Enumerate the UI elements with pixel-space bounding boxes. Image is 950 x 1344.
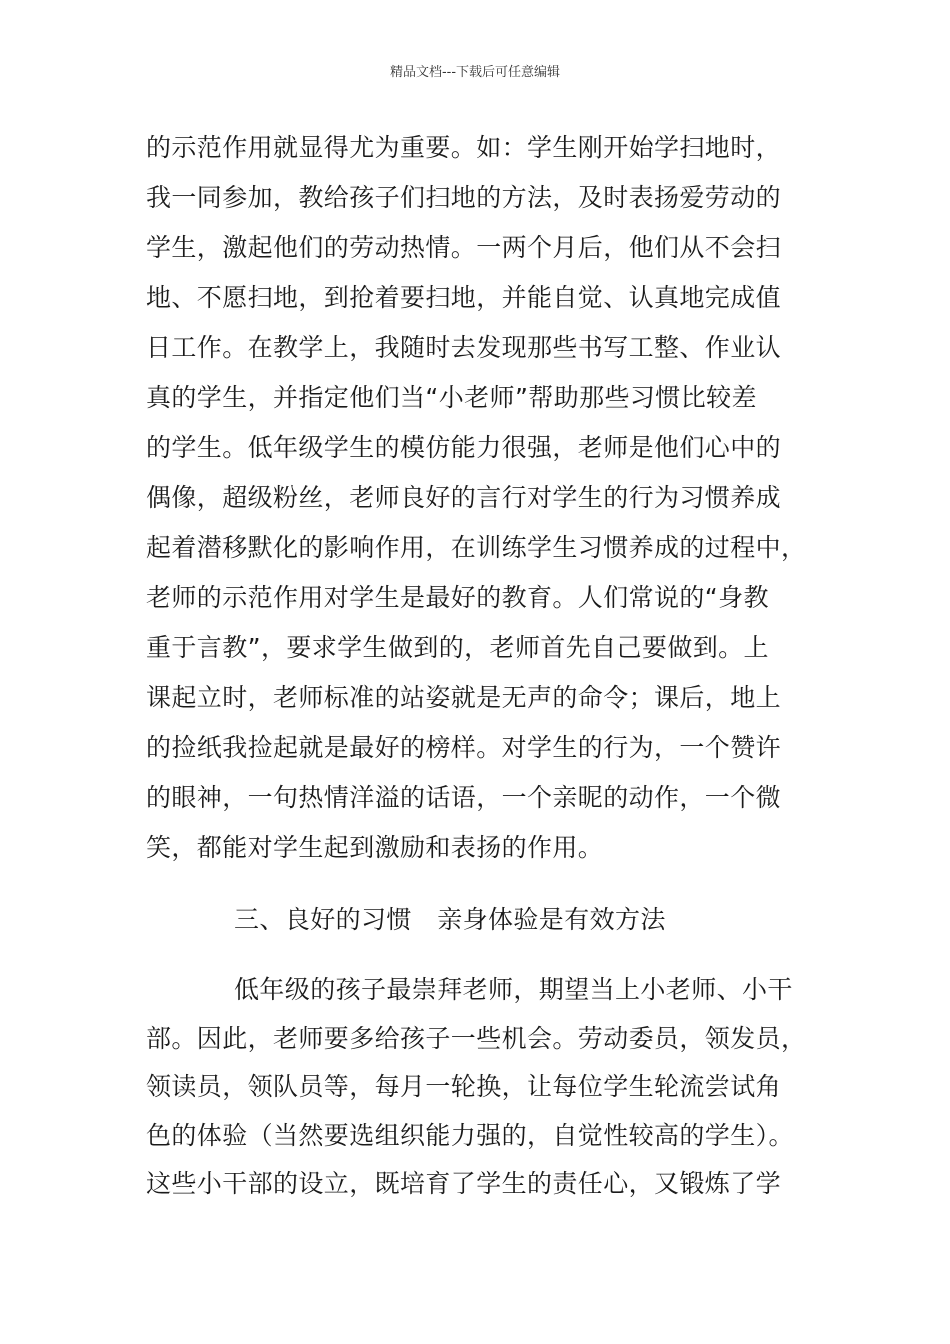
text-line: 我一同参加，教给孩子们扫地的方法，及时表扬爱劳动的 <box>146 183 782 212</box>
text-line: 地、不愿扫地，到抢着要扫地，并能自觉、认真地完成值 <box>146 283 782 312</box>
text-line: 的眼神，一句热情洋溢的话语，一个亲昵的动作，一个微 <box>146 783 782 812</box>
section-heading: 三、良好的习惯 亲身体验是有效方法 <box>234 905 666 934</box>
text-line: 领读员，领队员等，每月一轮换，让每位学生轮流尝试角 <box>146 1072 782 1101</box>
page-header: 精品文档---下载后可任意编辑 <box>389 65 561 80</box>
text-line-indented: 低年级的孩子最崇拜老师，期望当上小老师、小干 <box>234 975 793 1004</box>
text-line: 老师的示范作用对学生是最好的教育。人们常说的“身教 <box>146 583 769 612</box>
text-line: 的捡纸我捡起就是最好的榜样。对学生的行为，一个赞许 <box>146 733 782 762</box>
text-line: 偶像，超级粉丝，老师良好的言行对学生的行为习惯养成 <box>146 483 782 512</box>
text-line: 课起立时，老师标准的站姿就是无声的命令；课后，地上 <box>146 683 782 712</box>
text-line: 的学生。低年级学生的模仿能力很强，老师是他们心中的 <box>146 433 782 462</box>
text-line: 学生，激起他们的劳动热情。一两个月后，他们从不会扫 <box>146 233 782 262</box>
text-line: 真的学生，并指定他们当“小老师”帮助那些习惯比较差 <box>146 383 757 412</box>
text-line: 部。因此，老师要多给孩子一些机会。劳动委员，领发员， <box>146 1023 807 1053</box>
text-line: 这些小干部的设立，既培育了学生的责任心，又锻炼了学 <box>146 1169 782 1198</box>
paragraph-student-roles <box>146 970 806 1213</box>
paragraph-teacher-example <box>146 128 806 878</box>
text-line: 重于言教”，要求学生做到的，老师首先自己要做到。上 <box>146 633 769 662</box>
text-line: 色的体验（当然要选组织能力强的，自觉性较高的学生）。 <box>146 1120 794 1150</box>
text-line: 笑，都能对学生起到激励和表扬的作用。 <box>146 833 604 862</box>
text-line: 的示范作用就显得尤为重要。如：学生刚开始学扫地时， <box>146 133 782 162</box>
text-line: 起着潜移默化的影响作用，在训练学生习惯养成的过程中， <box>146 533 807 562</box>
text-line: 日工作。在教学上，我随时去发现那些书写工整、作业认 <box>146 333 782 362</box>
